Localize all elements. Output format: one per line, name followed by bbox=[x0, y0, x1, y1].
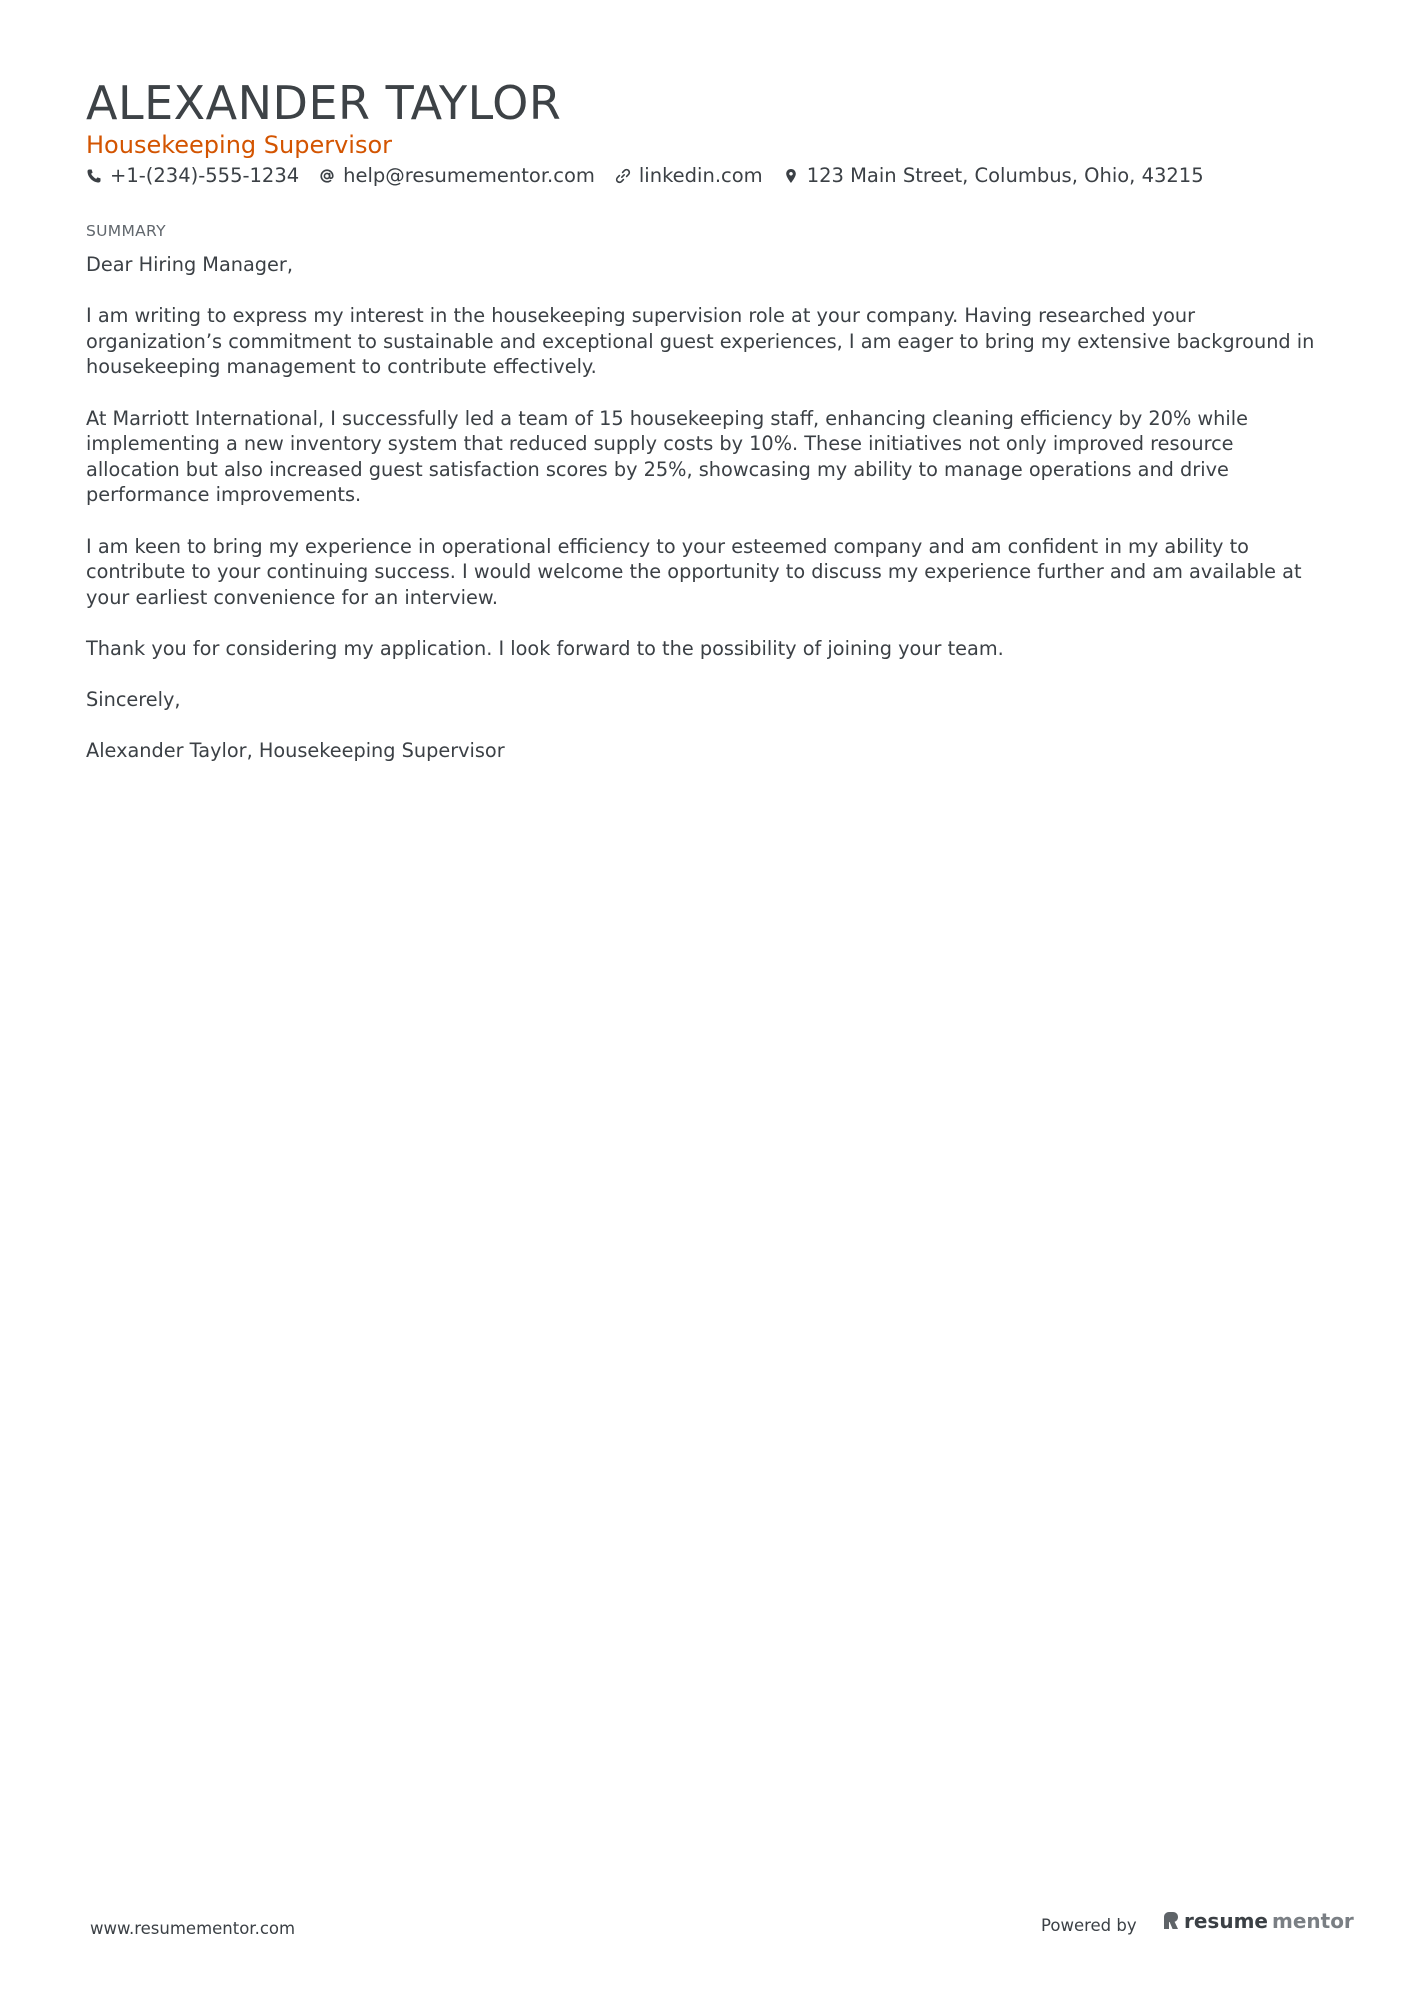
phone-icon bbox=[86, 168, 102, 184]
letter-signature: Alexander Taylor, Housekeeping Supervisor bbox=[86, 739, 505, 763]
letter-paragraph: Thank you for considering my application. I look forward to the possibility of joining your team. bbox=[86, 636, 1004, 660]
contact-address bbox=[783, 164, 1204, 187]
powered-by-label: Powered by bbox=[1041, 1916, 1137, 1935]
footer-website-link[interactable]: www.resumementor.com bbox=[90, 1919, 296, 1938]
resumementor-brand-logo[interactable] bbox=[1162, 1909, 1354, 1933]
contact-phone bbox=[86, 164, 299, 187]
resumementor-logo-icon bbox=[1162, 1911, 1180, 1931]
letter-paragraph: At Marriott International, I successfully led a team of 15 housekeeping staff, enhancing cleaning efficiency by 20% while implementing a new inventory system that reduced supply costs by 10%. These initiatives not only improved resource allocation but also increased guest satisfaction scores by 25%, showcasing my ability to manage operations and drive performance improvements. bbox=[86, 406, 1248, 507]
letter-paragraph: I am writing to express my interest in the housekeeping supervision role at your company. Having researched your organization’s commitment to sustainable and exceptional guest experiences, I am eager to bring my extensive background in housekeeping management to contribute effectively. bbox=[86, 304, 1315, 379]
brand-name-part2: mentor bbox=[1271, 1909, 1354, 1933]
cover-letter-body bbox=[86, 252, 1330, 789]
letter-closing: Sincerely, bbox=[86, 688, 181, 712]
contact-email[interactable] bbox=[319, 164, 595, 187]
phone-text: +1-(234)-555-1234 bbox=[110, 164, 300, 187]
contact-website[interactable] bbox=[615, 164, 763, 187]
link-icon bbox=[615, 168, 631, 184]
contact-bar bbox=[86, 164, 1204, 187]
letter-greeting: Dear Hiring Manager, bbox=[86, 253, 293, 276]
candidate-role: Housekeeping Supervisor bbox=[86, 131, 392, 159]
brand-name-part1: resume bbox=[1184, 1909, 1268, 1933]
address-text: 123 Main Street, Columbus, Ohio, 43215 bbox=[806, 164, 1204, 187]
location-pin-icon bbox=[783, 168, 799, 184]
website-text[interactable]: linkedin.com bbox=[638, 164, 763, 187]
at-icon bbox=[319, 168, 335, 184]
candidate-name: ALEXANDER TAYLOR bbox=[86, 76, 562, 130]
email-text[interactable]: help@resumementor.com bbox=[343, 164, 595, 187]
letter-paragraph: I am keen to bring my experience in operational efficiency to your esteemed company and am confident in my ability to contribute to your continuing success. I would welcome the opportunity to discuss my experience further and am available at your earliest convenience for an interview. bbox=[86, 534, 1302, 609]
section-label-summary: SUMMARY bbox=[86, 222, 166, 240]
